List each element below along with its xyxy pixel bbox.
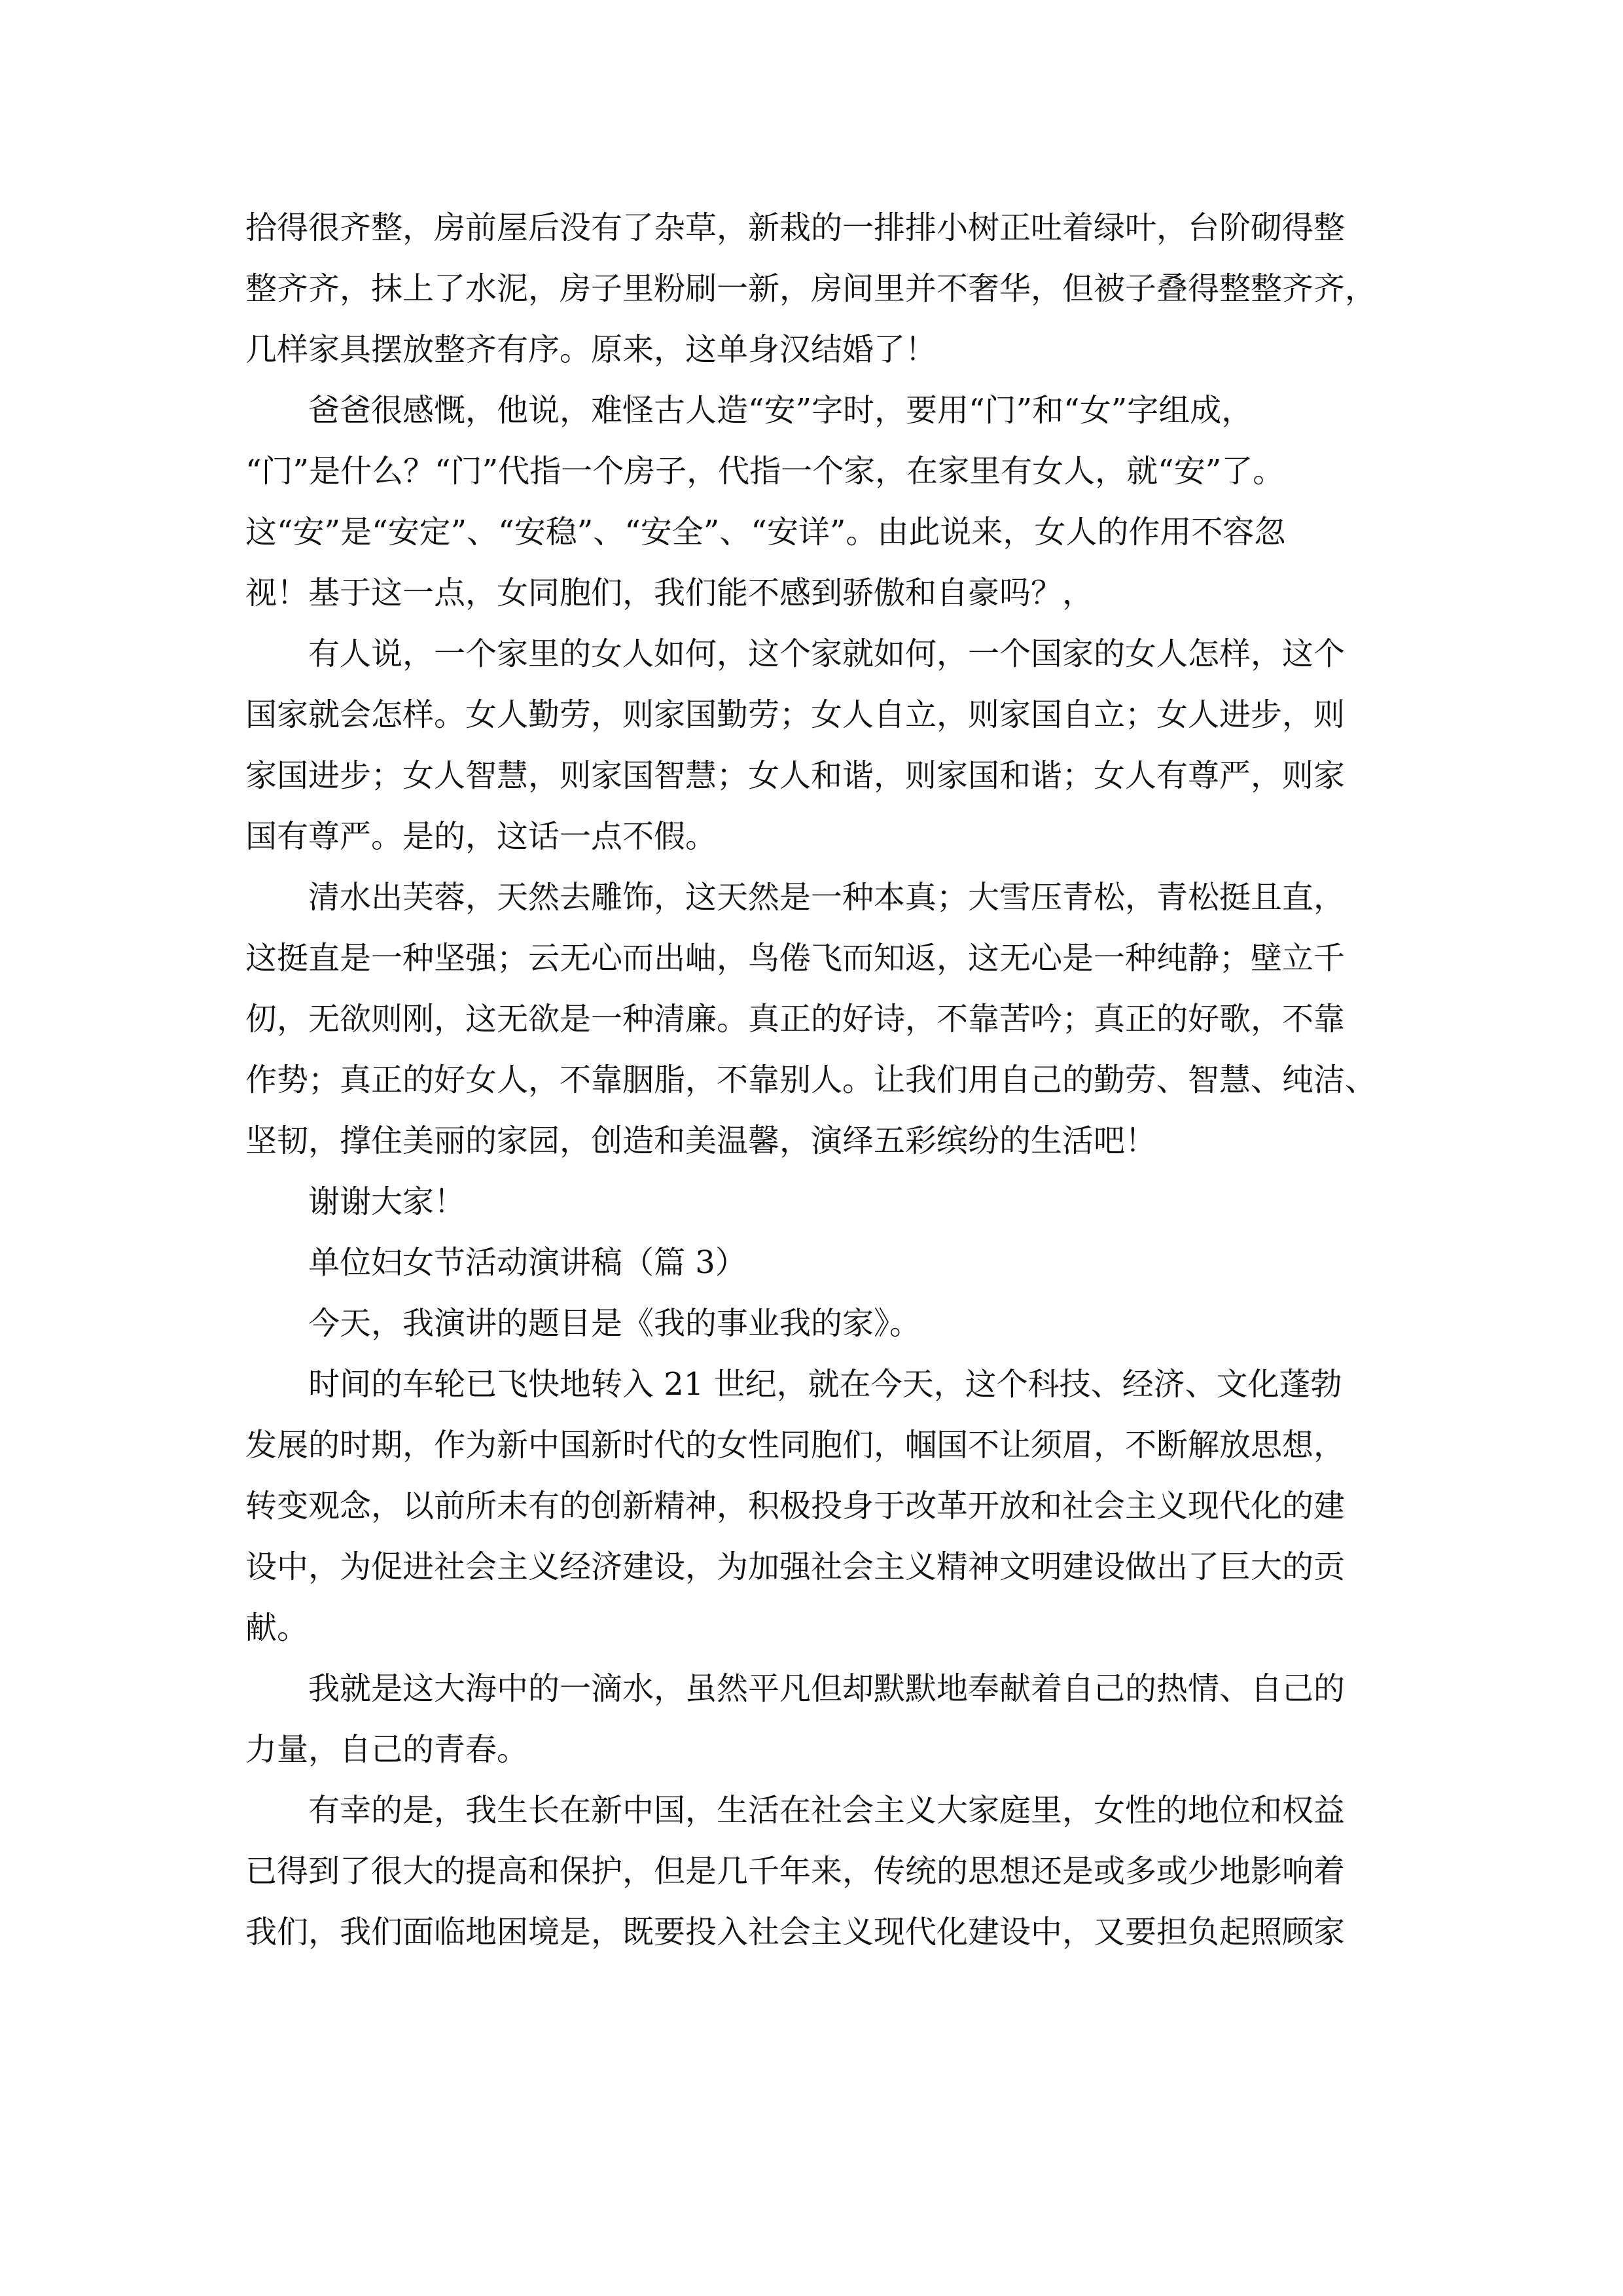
text-line: 作势；真正的好女人，不靠胭脂，不靠别人。让我们用自己的勤劳、智慧、纯洁、 [245, 1062, 1377, 1098]
text-line: 时间的车轮已飞快地转入 21 世纪，就在今天，这个科技、经济、文化蓬勃 [308, 1366, 1342, 1403]
text-line: 家国进步；女人智慧，则家国智慧；女人和谐，则家国和谐；女人有尊严，则家 [245, 757, 1346, 794]
text-line: 设中，为促进社会主义经济建设，为加强社会主义精神文明建设做出了巨大的贡 [245, 1549, 1346, 1585]
text-line: 仞，无欲则刚，这无欲是一种清廉。真正的好诗，不靠苦吟；真正的好歌，不靠 [245, 1001, 1346, 1037]
text-line: 单位妇女节活动演讲稿（篇 3） [308, 1244, 747, 1281]
text-line: 有人说，一个家里的女人如何，这个家就如何，一个国家的女人怎样，这个 [308, 636, 1346, 672]
text-line: 爸爸很感慨，他说，难怪古人造“安”字时，要用“门”和“女”字组成， [308, 392, 1253, 429]
text-line: 这“安”是“安定”、“安稳”、“安全”、“安详”。由此说来，女人的作用不容忽 [245, 514, 1286, 550]
text-line: 力量，自己的青春。 [245, 1731, 529, 1768]
document-body [245, 198, 1378, 1963]
text-line: 有幸的是，我生长在新中国，生活在社会主义大家庭里，女性的地位和权益 [308, 1792, 1346, 1829]
text-line: 谢谢大家！ [308, 1183, 466, 1220]
text-line: 今天，我演讲的题目是《我的事业我的家》。 [308, 1305, 921, 1342]
text-line: 视！基于这一点，女同胞们，我们能不感到骄傲和自豪吗？， [245, 575, 1094, 611]
text-line: 国家就会怎样。女人勤劳，则家国勤劳；女人自立，则家国自立；女人进步，则 [245, 696, 1346, 733]
text-line: 拾得很齐整，房前屋后没有了杂草，新栽的一排排小树正吐着绿叶，台阶砌得整 [245, 209, 1346, 246]
text-line: 转变观念，以前所未有的创新精神，积极投身于改革开放和社会主义现代化的建 [245, 1488, 1346, 1524]
text-line: 已得到了很大的提高和保护，但是几千年来，传统的思想还是或多或少地影响着 [245, 1853, 1346, 1890]
text-line: 整齐齐，抹上了水泥，房子里粉刷一新，房间里并不奢华，但被子叠得整整齐齐， [245, 270, 1377, 307]
text-line: “门”是什么？“门”代指一个房子，代指一个家，在家里有女人，就“安”了。 [245, 453, 1285, 490]
text-line: 我就是这大海中的一滴水，虽然平凡但却默默地奉献着自己的热情、自己的 [308, 1670, 1346, 1707]
text-line: 清水出芙蓉，天然去雕饰，这天然是一种本真；大雪压青松，青松挺且直， [308, 879, 1346, 916]
text-line: 我们，我们面临地困境是，既要投入社会主义现代化建设中，又要担负起照顾家 [245, 1914, 1346, 1950]
text-line: 发展的时期，作为新中国新时代的女性同胞们，帼国不让须眉，不断解放思想， [245, 1427, 1346, 1463]
text-line: 几样家具摆放整齐有序。原来，这单身汉结婚了！ [245, 331, 937, 368]
text-line: 献。 [245, 1609, 309, 1646]
text-line: 国有尊严。是的，这话一点不假。 [245, 818, 717, 855]
text-line: 坚韧，撑住美丽的家园，创造和美温馨，演绎五彩缤纷的生活吧！ [245, 1122, 1157, 1159]
text-line: 这挺直是一种坚强；云无心而出岫，鸟倦飞而知返，这无心是一种纯静；壁立千 [245, 940, 1346, 977]
